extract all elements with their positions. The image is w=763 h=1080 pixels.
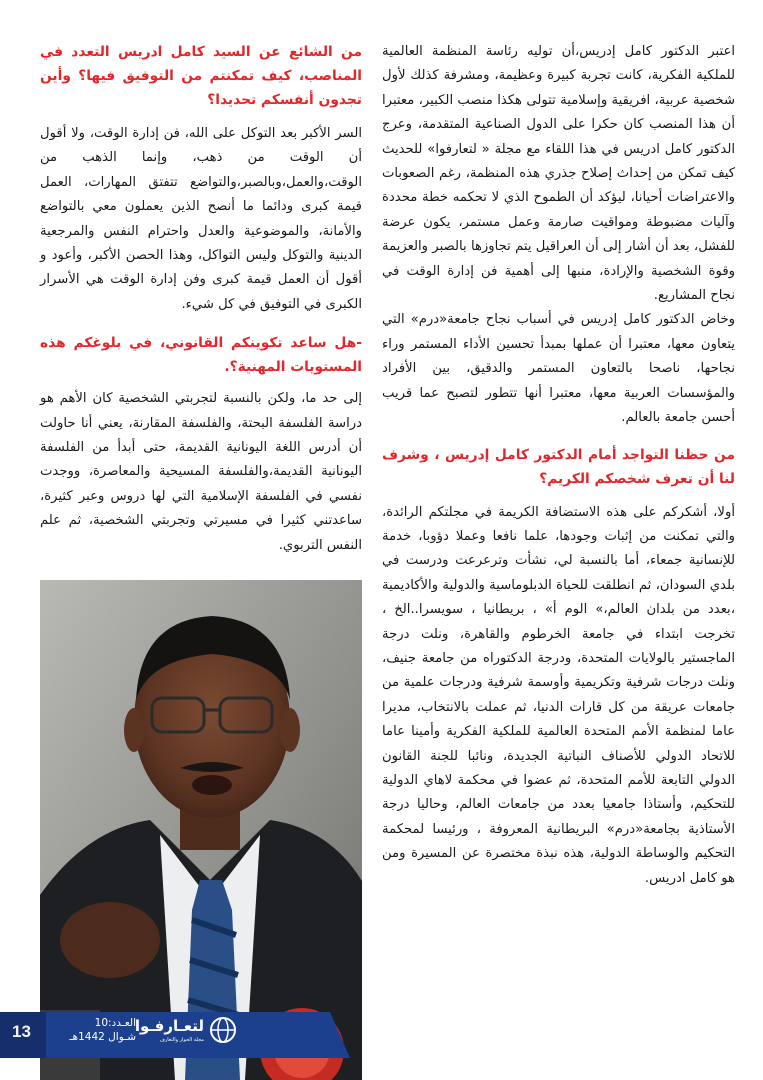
magazine-logo <box>134 1015 240 1049</box>
right-text-column <box>382 40 735 891</box>
interview-answer: السر الأكبر بعد التوكل على الله، فن إدارة الوقت، ولا أقول أن الوقت من ذهب، وإنما الذهب من الوقت،والعمل،وبالصبر،والتواضع تتفتق المهارات، العمل قيمة كبرى ودائما ما أنصح الذين يعملون معي بالتواضع والأمانة، والموضوعية والعدل واحترام النفس والمرجعية الدينية والتوكل وليس التواكل، وهذا الحصن الأكبر، وأعود و أقول أن العمل قيمة كبرى وفن إدارة الوقت هي الأسرار الكبرى في التوفيق في كل شيء. <box>40 126 362 312</box>
page-footer <box>0 1012 382 1058</box>
left-text-column <box>40 40 362 558</box>
interview-question: من حظنا التواجد أمام الدكتور كامل إدريس ، وشرف لنا أن تعرف شخصكم الكريم؟ <box>382 446 735 487</box>
intro-paragraph-2: وخاض الدكتور كامل إدريس في أسباب نجاح جامعة«درم» التي يتعاون معها، معتبرا أن عملها بمبدأ تحسين الأداء المستمر وراء نجاحها، ناصحا بالتعاون المستمر والدقيق، بين الأفراد والمؤسسات العربية معها، معتبرا أنها تتطور لتصبح عما قريب أحسن جامعة بالعالم. <box>382 312 735 426</box>
issue-info <box>66 1016 136 1044</box>
logo-wordmark: لتعـارفـوا <box>134 1017 204 1035</box>
interview-question: -هل ساعد تكوينكم القانوني، في بلوغكم هذه المستويات المهنية؟. <box>40 335 362 376</box>
interview-question: من الشائع عن السيد كامل ادريس التعدد في المناصب، كيف تمكنتم من التوفيق فيها؟ وأين تجدون أنفسكم تحديدا؟ <box>40 44 362 108</box>
logo-subtitle: مجلة الحوار والتعارف <box>159 1037 204 1043</box>
portrait-photo <box>40 580 362 1080</box>
issue-number: العـدد:10 <box>94 1017 136 1029</box>
issue-date: شـوال 1442هـ <box>69 1031 136 1043</box>
globe-icon <box>208 1015 238 1045</box>
interview-answer: أولا، أشكركم على هذه الاستضافة الكريمة في مجلتكم الرائدة، والتي تمكنت من إثبات وجودها، علما نافعا وعملا دؤوبا، خدمة للإنسانية جمعاء، أما بالنسبة لي، نشأت وترعرعت ودرست في بلدي السودان، ثم انطلقت للحياة الدبلوماسية والدولية والأكاديمية ،بعدد من بلدان العالم،» الوم أ» ، بريطانيا ، سويسرا..الخ ، تخرجت ابتداء في جامعة الخرطوم والقاهرة، ونلت درجة الماجستير بالولايات المتحدة، ودرجة الدكتوراه من جامعة جنيف، ونلت درجات شرفية وتكريمية وأوسمة شرفية ودرجات علمية من جامعات عريقة من كل قارات الدنيا، ثم عملت بالانتخاب، مديرا عاما لمنظمة الأمم المتحدة العالمية للملكية الفكرية وأمينا عاما للاتحاد الدولي للأصناف النباتية الجديدة، ونائبا للجنة القانون الدولي التابعة للأمم المتحدة، ثم عضوا في محكمة لاهاي الدولية للتحكيم، وأستاذا جامعيا بعدد من جامعات العالم، وحاليا درجة الأستاذية بجامعة«درم» البريطانية المعروفة ، ورئيسا لمحكمة التحكيم والوساطة الدولية، هذه نبذة مختصرة عن المسيرة ومن هو كامل ادريس. <box>382 504 735 886</box>
intro-paragraph: اعتبر الدكتور كامل إدريس،أن توليه رئاسة المنظمة العالمية للملكية الفكرية، كانت تجربة كبيرة وعظيمة، ومشرفة كذلك لأول شخصية عربية، افريقية وإسلامية تتولى هكذا منصب الكبير، معتبرا أن هذا المنصب كان حكرا على الدول الصناعية المتقدمة، وعرج الدكتور كامل ادريس في هذا اللقاء مع مجلة « لتعارفوا» للحديث كيف تمكن من إحداث إصلاح جذري هذه المنظمة، رغم الصعوبات والاعتراضات أحيانا، ليؤكد أن الطموح الذي لا تحكمه خطة محددة وآليات مضبوطة ومواقيت صارمة وعمل مستمر، يكون عرضة للفشل، بعد أن أشار إلى أن العراقيل يتم تجاوزها بالصبر والعزيمة وقوة الشخصية والإرادة، منبها إلى أهمية فن إدارة الوقت في نجاح المشاريع. <box>382 44 735 304</box>
page-number: 13 <box>12 1022 31 1041</box>
interview-answer: إلى حد ما، ولكن بالنسبة لتجربتي الشخصية كان الأهم هو دراسة الفلسفة البحتة، والفلسفة المقارنة، يعني أنا حاولت أن أدرس اللغة اليونانية القديمة، حتى أبدأ من الفلسفة اليونانية القديمة،والفلسفة المسيحية والمعاصرة، ووجدت نفسي في الفلسفة الإسلامية التي لها دروس وعبر كثيرة، ساعدتني كثيرا في مسيرتي وتجربتي الشخصية، ثم علم النفس التربوي. <box>40 391 362 553</box>
